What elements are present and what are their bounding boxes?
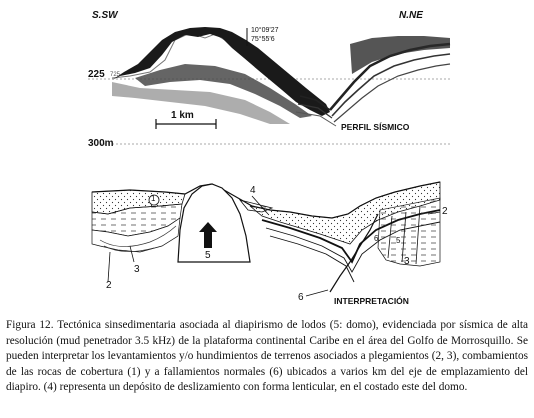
unit-2-right-label: 2 — [442, 206, 448, 217]
depth-225-label: 225 — [88, 69, 105, 80]
figure-caption: Figura 12. Tectónica sinsedimentaria asociada al diapirismo de lodos (5: domo), evidenciada por sísmica de alta resolución (mud penetrador 3.5 kHz) de la plataforma continental Caribe en el área del Golfo de Morrosquillo. Se pueden interpretar los levantamientos y/o hundimientos de terrenos asociados a plegamientos (2, 3), combamientos de las rocas de cobertura (1) y a fallamientos normales (6) ubicados a varios km del eje de emplazamiento del diapiro. (4) representa un depósito de deslizamiento con forma lenticular, en el costado este del domo. — [6, 319, 528, 394]
seismic-profile-title: PERFIL SÍSMICO — [341, 122, 410, 132]
unit-3-right-label: 3 — [404, 256, 410, 267]
coordinate-longitude: 75°55'6 — [251, 36, 275, 43]
scale-bar-label: 1 km — [171, 110, 194, 121]
unit-4-label: 4 — [250, 185, 256, 196]
unit-5-dome-label: 5 — [205, 250, 211, 261]
unit-6-fault-label: 6 — [298, 292, 304, 303]
unit-6-mid-label: 6 — [374, 234, 379, 243]
unit-3-left-label: 3 — [134, 264, 140, 275]
unit-2-left-label: 2 — [106, 280, 112, 291]
depth-225-small-label: 725 — [110, 72, 121, 78]
unit-5-mid-label: 5 — [396, 236, 401, 245]
unit-1-label: 1 — [151, 194, 156, 203]
seismic-left-direction-label: S.SW — [92, 10, 118, 21]
seismic-right-direction-label: N.NE — [399, 10, 423, 21]
coordinate-latitude: 10°09'27 — [251, 27, 279, 34]
interpretation-title: INTERPRETACIÓN — [334, 296, 409, 306]
depth-300-label: 300m — [88, 138, 114, 149]
interpretation-diagram — [92, 182, 440, 296]
